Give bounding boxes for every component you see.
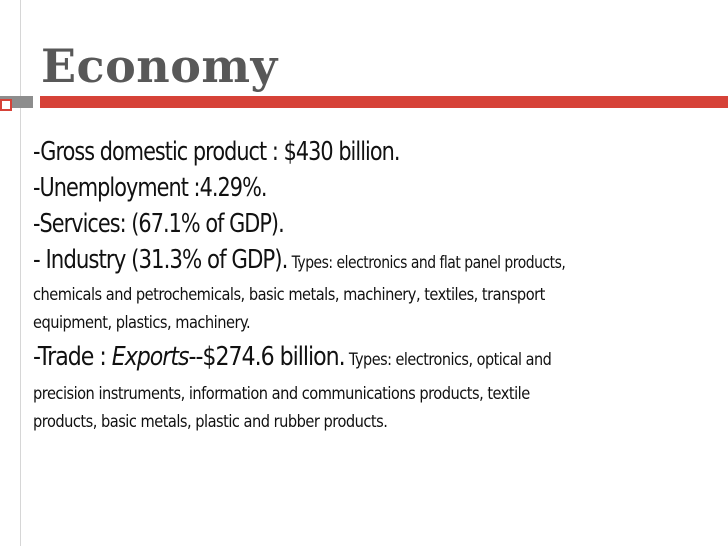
left-rule-line xyxy=(20,0,21,546)
gdp-line: -Gross domestic product : $430 billion. xyxy=(33,137,400,167)
square-bullet-icon xyxy=(0,99,12,111)
trade-types-line2: precision instruments, information and communications products, textile xyxy=(33,384,530,404)
trade-value: --$274.6 billion. xyxy=(188,342,345,372)
unemployment-line: -Unemployment :4.29%. xyxy=(33,173,267,203)
industry-types-line1: Types: electronics and flat panel products, xyxy=(291,253,566,273)
trade-line xyxy=(33,337,620,380)
trade-types-line3: products, basic metals, plastic and rubber products. xyxy=(33,412,388,432)
industry-heading: - Industry (31.3% of GDP). xyxy=(33,245,288,275)
industry-types-line2: chemicals and petrochemicals, basic metals, machinery, textiles, transport xyxy=(33,285,545,305)
trade-prefix: -Trade : xyxy=(33,342,112,372)
slide-body xyxy=(33,134,723,436)
slide-title: Economy xyxy=(41,39,278,93)
trade-types-line1: Types: electronics, optical and xyxy=(348,350,552,370)
title-accent-bar xyxy=(40,96,728,108)
industry-line xyxy=(33,242,599,281)
industry-types-line3: equipment, plastics, machinery. xyxy=(33,313,251,333)
trade-exports-label: Exports xyxy=(111,342,189,372)
services-line: -Services: (67.1% of GDP). xyxy=(33,209,284,239)
